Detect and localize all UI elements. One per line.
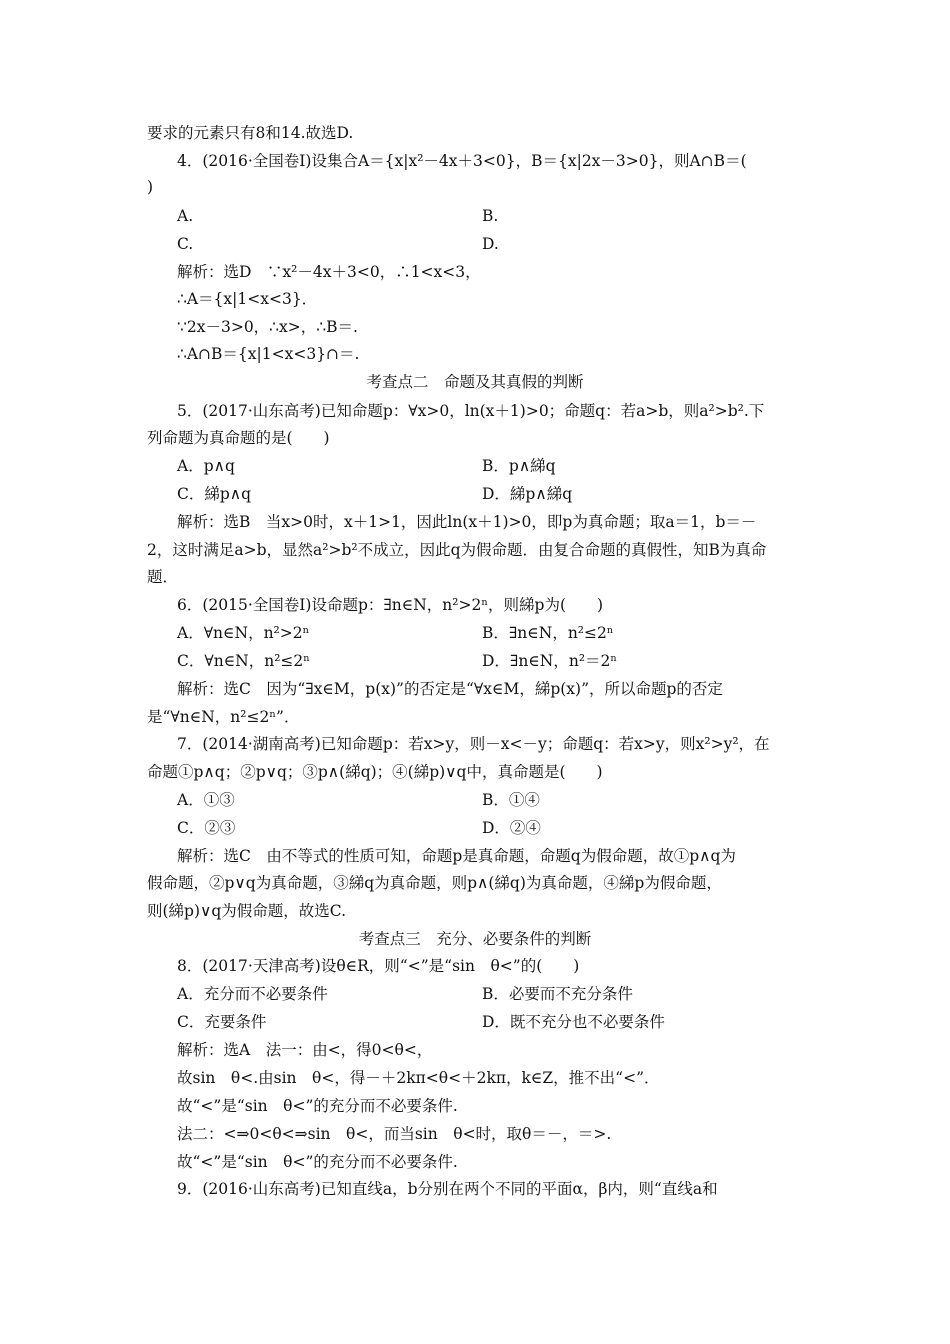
section-heading-2: 考查点二 命题及其真假的判断 [366, 373, 584, 391]
q8-stem: 8．(2017·天津高考)设θ∈R，则“<”是“sin θ<”的( ) [177, 957, 580, 975]
q5-stem-2: 列命题为真命题的是( ) [147, 429, 330, 447]
q8-option-b: B．必要而不充分条件 [482, 985, 633, 1003]
q5-option-d: D．綈p∧綈q [482, 485, 573, 503]
q8-option-c: C．充要条件 [177, 1013, 267, 1031]
q4-solution-4: ∴A∩B＝{x|1<x<3}∩＝. [177, 345, 360, 363]
q8-solution-3: 故“<”是“sin θ<”的充分而不必要条件. [177, 1097, 458, 1115]
q8-solution-4: 法二：<⇒0<θ<⇒sin θ<，而当sin θ<时，取θ＝－，＝>. [177, 1125, 612, 1143]
q6-stem: 6．(2015·全国卷Ⅰ)设命题p：∃n∈N，n²>2ⁿ，则綈p为( ) [177, 596, 604, 614]
q9-stem: 9．(2016·山东高考)已知直线a，b分别在两个不同的平面α，β内，则“直线a和 [177, 1180, 718, 1198]
q8-option-d: D．既不充分也不必要条件 [482, 1013, 665, 1031]
q4-stem-cont: ) [147, 178, 154, 196]
q8-option-a: A．充分而不必要条件 [177, 985, 328, 1003]
q5-stem-1: 5．(2017·山东高考)已知命题p：∀x>0，ln(x＋1)>0；命题q：若a>b，则a²>b².下 [177, 402, 765, 420]
q7-option-d: D．②④ [482, 819, 541, 837]
q5-solution-3: 题． [147, 568, 179, 586]
q8-solution-5: 故“<”是“sin θ<”的充分而不必要条件. [177, 1153, 458, 1171]
q7-solution-3: 则(綈p)∨q为假命题，故选C. [147, 902, 347, 920]
q5-solution-2: 2，这时满足a>b，显然a²>b²不成立，因此q为假命题．由复合命题的真假性，知B为真命 [147, 541, 767, 559]
q7-stem-2: 命题①p∧q；②p∨q；③p∧(綈q)；④(綈p)∨q中，真命题是( ) [147, 763, 603, 781]
q4-option-d: D. [482, 235, 499, 253]
q4-stem: 4．(2016·全国卷Ⅰ)设集合A＝{x|x²－4x＋3<0}，B＝{x|2x－3>0}，则A∩B＝( [177, 152, 747, 170]
q5-option-c: C．綈p∧q [177, 485, 252, 503]
q6-option-a: A．∀n∈N，n²>2ⁿ [177, 624, 310, 642]
q5-option-a: A．p∧q [177, 457, 235, 475]
q4-solution-1: 解析：选D ∵x²－4x＋3<0，∴1<x<3， [177, 263, 481, 281]
q4-solution-3: ∵2x－3>0，∴x>，∴B＝. [177, 318, 358, 336]
q5-option-b: B．p∧綈q [482, 457, 556, 475]
q6-solution-2: 是“∀n∈N，n²≤2ⁿ”． [147, 708, 300, 726]
q4-option-c: C. [177, 235, 194, 253]
q7-option-b: B．①④ [482, 791, 540, 809]
q4-option-b: B. [482, 207, 499, 225]
q7-option-c: C．②③ [177, 819, 236, 837]
q4-solution-2: ∴A＝{x|1<x<3}． [177, 290, 318, 308]
q6-solution-1: 解析：选C 因为“∃x∈M，p(x)”的否定是“∀x∈M，綈p(x)”，所以命题p的否定 [177, 680, 723, 698]
q8-solution-1: 解析：选A 法一：由<，得0<θ<， [177, 1041, 433, 1059]
intro-line: 要求的元素只有8和14.故选D. [147, 124, 354, 142]
q6-option-c: C．∀n∈N，n²≤2ⁿ [177, 652, 310, 670]
q6-option-d: D．∃n∈N，n²＝2ⁿ [482, 652, 618, 670]
q7-option-a: A．①③ [177, 791, 235, 809]
q7-solution-1: 解析：选C 由不等式的性质可知，命题p是真命题，命题q为假命题，故①p∧q为 [177, 847, 736, 865]
q7-stem-1: 7．(2014·湖南高考)已知命题p：若x>y，则－x<－y；命题q：若x>y，则x²>y²，在 [177, 735, 770, 753]
q4-option-a: A. [177, 207, 194, 225]
q5-solution-1: 解析：选B 当x>0时，x＋1>1，因此ln(x＋1)>0，即p为真命题；取a＝1，b＝－ [177, 513, 757, 531]
q7-solution-2: 假命题，②p∨q为真命题，③綈q为真命题，则p∧(綈q)为真命题，④綈p为假命题， [147, 874, 722, 892]
q8-solution-2: 故sin θ<.由sin θ<，得－＋2kπ<θ<＋2kπ，k∈Z，推不出“<”． [177, 1069, 660, 1087]
section-heading-3: 考查点三 充分、必要条件的判断 [358, 930, 592, 948]
q6-option-b: B．∃n∈N，n²≤2ⁿ [482, 624, 614, 642]
